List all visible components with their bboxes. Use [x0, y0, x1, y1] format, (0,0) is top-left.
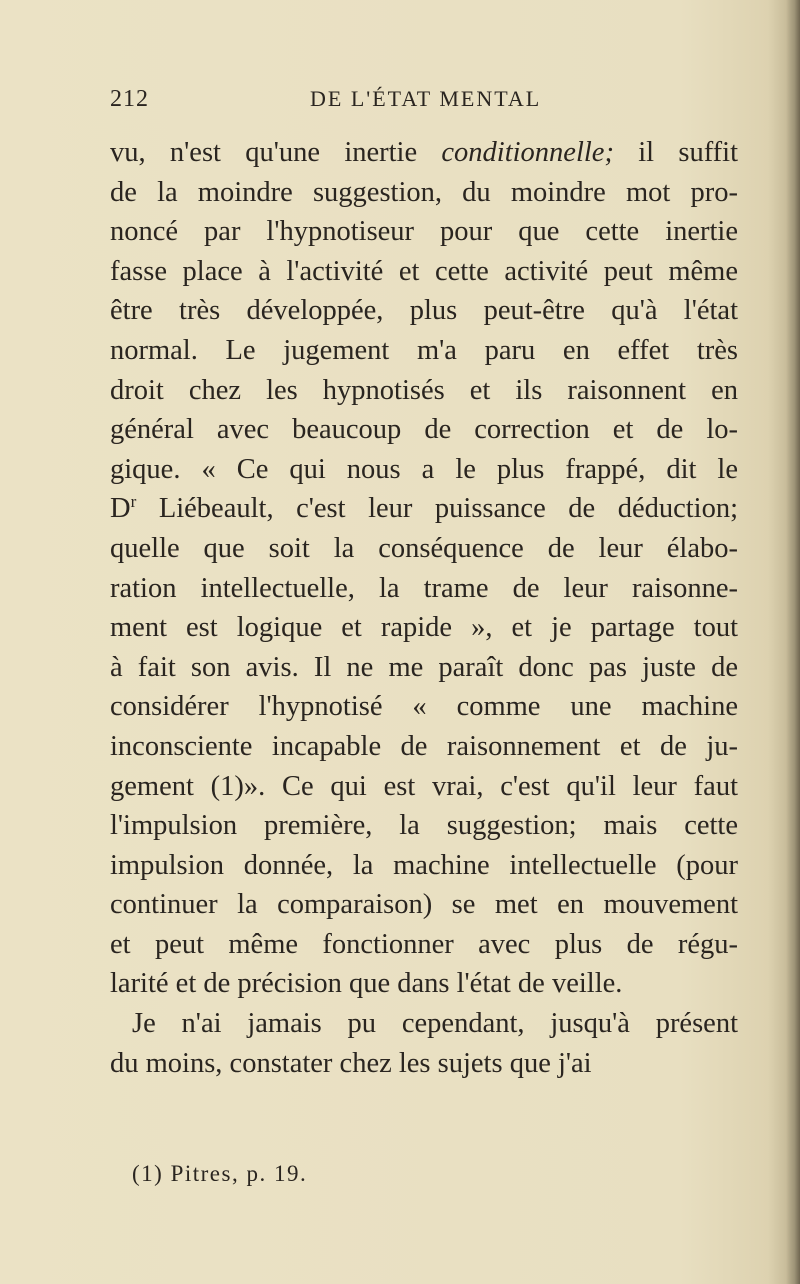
footnote: (1) Pitres, p. 19.	[132, 1161, 308, 1186]
text-line: être très développée, plus peut-être qu'à l'état	[110, 295, 738, 327]
text-line: Je n'ai jamais pu cependant, jusqu'à présent	[132, 1008, 738, 1040]
text-line: et peut même fonctionner avec plus de régu-	[110, 928, 738, 960]
text-line: du moins, constater chez les sujets que j'ai	[110, 1047, 592, 1079]
text-line: normal. Le jugement m'a paru en effet très	[110, 334, 738, 366]
page-header	[110, 86, 750, 120]
text-line	[110, 489, 738, 529]
text-line: général avec beaucoup de correction et de lo-	[110, 414, 738, 446]
text-fragment: Liébeault, c'est leur puissance de déduction;	[136, 493, 738, 525]
text-line: inconsciente incapable de raisonnement et de ju-	[110, 730, 738, 762]
italic-word: conditionnelle;	[441, 137, 614, 168]
text-line: fasse place à l'activité et cette activité peut même	[110, 255, 738, 287]
text-line: ment est logique et rapide », et je partage tout	[110, 612, 738, 644]
body-text	[110, 133, 738, 1083]
text-line: gique. « Ce qui nous a le plus frappé, dit le	[110, 453, 738, 485]
text-line: ration intellectuelle, la trame de leur raisonne-	[110, 572, 738, 604]
text-line: quelle que soit la conséquence de leur élabo-	[110, 532, 738, 564]
running-head: DE L'ÉTAT MENTAL	[310, 86, 542, 111]
text-fragment: vu, n'est qu'une inertie	[110, 137, 442, 168]
text-line: continuer la comparaison) se met en mouvement	[110, 889, 738, 921]
text-line	[110, 133, 738, 173]
text-line: à fait son avis. Il ne me paraît donc pas juste de	[110, 651, 738, 683]
text-line: impulsion donnée, la machine intellectuelle (pour	[110, 849, 738, 881]
page-edge-shadow	[786, 0, 800, 1284]
text-line: considérer l'hypnotisé « comme une machine	[110, 691, 738, 723]
text-line: gement (1)». Ce qui est vrai, c'est qu'il leur faut	[110, 770, 738, 802]
text-fragment: il suffit	[613, 137, 738, 168]
page-number: 212	[110, 86, 149, 112]
text-line: l'impulsion première, la suggestion; mais cette	[110, 810, 738, 842]
text-line: noncé par l'hypnotiseur pour que cette inertie	[110, 216, 738, 248]
superscript: r	[130, 492, 137, 512]
text-line: larité et de précision que dans l'état de veille.	[110, 968, 623, 1000]
text-fragment: D	[110, 493, 131, 525]
text-line: droit chez les hypnotisés et ils raisonnent en	[110, 374, 738, 406]
text-line: de la moindre suggestion, du moindre mot pro-	[110, 176, 738, 208]
